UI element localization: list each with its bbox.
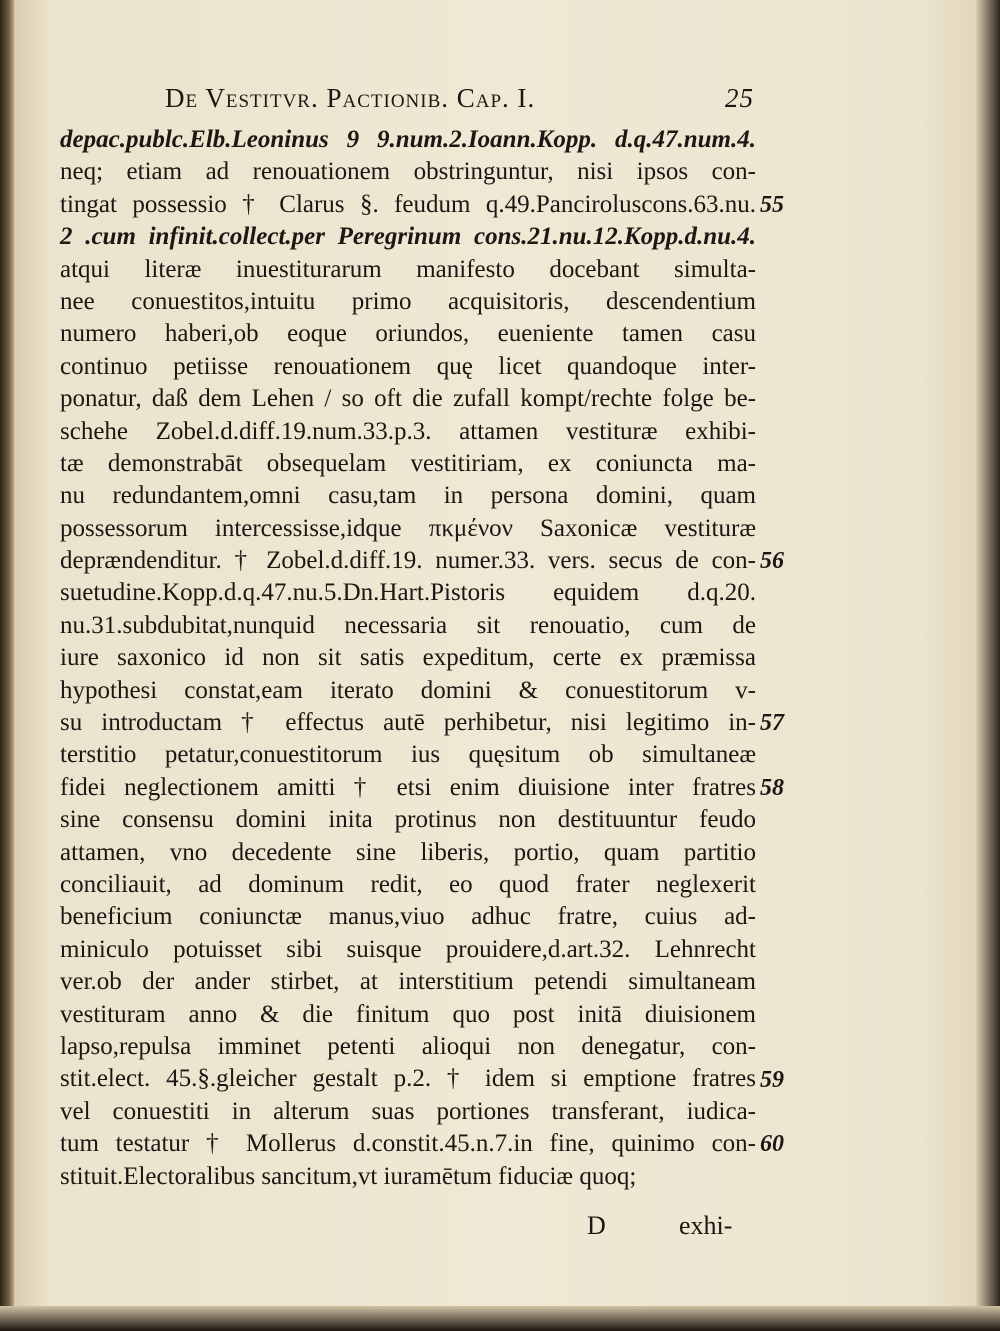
text-line: fidei neglectionem amitti † etsi enim diuisione inter fratres (60, 773, 756, 801)
text-line: nee conuestitos,intuitu primo acquisitoris, descendentium (60, 287, 756, 315)
text-line: iure saxonico id non sit satis expeditum, certe ex præmissa (60, 644, 756, 672)
text-line: sine consensu domini inita protinus non destituuntur feudo (60, 806, 756, 834)
text-line: tingat possessio † Clarus §. feudum q.49.Panciroluscons.63.nu. (60, 190, 756, 218)
text-line: lapso,repulsa imminet petenti alioqui non denegatur, con- (60, 1032, 756, 1060)
text-line: suetudine.Kopp.d.q.47.nu.5.Dn.Hart.Pistoris equidem d.q.20. (60, 579, 756, 607)
page-number: 25 (725, 83, 754, 113)
margin-note-number: 60 (760, 1131, 784, 1158)
signature-mark: D (587, 1211, 606, 1240)
text-line: neq; etiam ad renouationem obstringuntur, nisi ipsos con- (60, 158, 756, 186)
text-line: 2 .cum infinit.collect.per Peregrinum cons.21.nu.12.Kopp.d.nu.4. (60, 223, 756, 251)
text-line: vestituram anno & die finitum quo post initā diuisionem (60, 1000, 756, 1028)
margin-note-number: 58 (760, 775, 784, 801)
text-line: stituit.Electoralibus sancitum,vt iuramētum fiduciæ quoq; (60, 1162, 637, 1190)
margin-note-number: 59 (760, 1066, 784, 1093)
text-line: hypothesi constat,eam iterato domini & conuestitorum v- (60, 676, 756, 704)
running-title: De Vestitvr. Pactionib. Cap. I. (165, 83, 536, 113)
page-bottom-edge (0, 1306, 1000, 1331)
text-line: ver.ob der ander stirbet, at interstitium petendi simultaneam (60, 968, 756, 996)
text-line: miniculo potuisset sibi suisque prouidere,d.art.32. Lehnrecht (60, 935, 756, 963)
margin-note-number: 55 (760, 191, 784, 218)
text-line: atqui literæ inuestiturarum manifesto docebant simulta- (60, 255, 756, 283)
page-footer (587, 1211, 757, 1245)
running-header (165, 83, 785, 123)
text-line: vel conuestiti in alterum suas portiones transferant, iudica- (60, 1097, 756, 1125)
page-left-edge (0, 0, 14, 1331)
margin-note-number: 56 (760, 548, 784, 575)
text-line: ponatur, daß dem Lehen / so oft die zufall kompt/rechte folge be- (60, 385, 756, 413)
text-line: terstitio petatur,conuestitorum ius quęsitum ob simultaneæ (60, 741, 756, 769)
text-line: nu.31.subdubitat,nunquid necessaria sit renouatio, cum de (60, 611, 756, 639)
text-line: schehe Zobel.d.diff.19.num.33.p.3. attamen vestituræ exhibi- (60, 417, 756, 445)
text-line: tæ demonstrabāt obsequelam vestitiriam, ex coniuncta ma- (60, 449, 756, 477)
text-line: numero haberi,ob eoque oriundos, eueniente tamen casu (60, 320, 756, 348)
text-line: continuo petiisse renouationem quę licet quandoque inter- (60, 352, 756, 380)
text-line: su introductam † effectus autē perhibetur, nisi legitimo in- (60, 709, 756, 737)
text-line: possessorum intercessisse,idque πκμένον Saxonicæ vestituræ (60, 514, 756, 542)
page-right-edge (976, 0, 1000, 1331)
body-text (60, 124, 784, 1193)
text-line: attamen, vno decedente sine liberis, portio, quam partitio (60, 838, 756, 866)
text-line: beneficium coniunctæ manus,viuo adhuc fratre, cuius ad- (60, 903, 756, 931)
catchword: exhi- (679, 1211, 733, 1240)
margin-note-number: 57 (760, 710, 784, 737)
text-line: conciliauit, ad dominum redit, eo quod frater neglexerit (60, 870, 756, 898)
text-line: deprændenditur. † Zobel.d.diff.19. numer.33. vers. secus de con- (60, 547, 756, 575)
text-line: depac.publc.Elb.Leoninus 9 9.num.2.Ioann.Kopp. d.q.47.num.4. (60, 126, 756, 153)
text-line: tum testatur † Mollerus d.constit.45.n.7.in fine, quinimo con- (60, 1130, 756, 1158)
text-line: stit.elect. 45.§.gleicher gestalt p.2. † idem si emptione fratres (60, 1065, 756, 1093)
text-line: nu redundantem,omni casu,tam in persona domini, quam (60, 482, 756, 510)
